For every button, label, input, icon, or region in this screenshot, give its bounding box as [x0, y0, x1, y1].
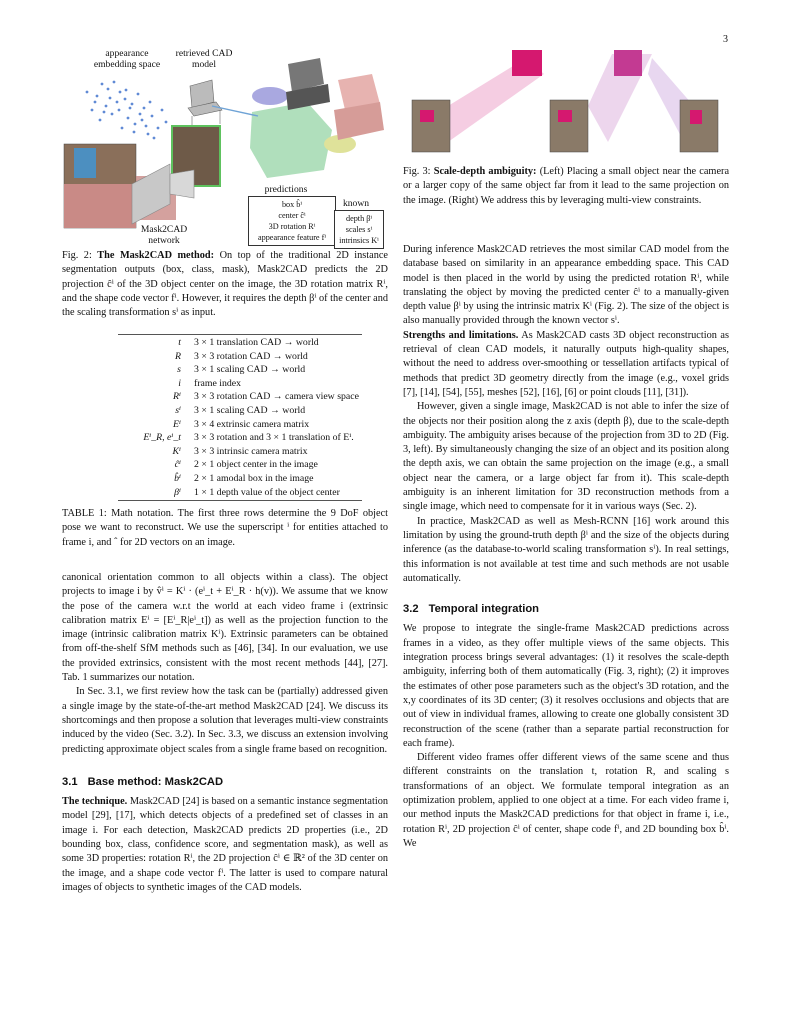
- right-paragraph-4: In practice, Mask2CAD as well as Mesh-RCNN [16] work around this limitation by using the ground-truth depth βⁱ and the size of the objects during inference (as the database-to-world scaling transformation sⁱ). In real settings, this information is not available at test time and such methods are not usable automatically.: [403, 515, 729, 584]
- notation-symbol: Kⁱ: [172, 445, 181, 457]
- notation-row: [118, 472, 362, 486]
- notation-row: [118, 363, 362, 377]
- notation-row: [118, 458, 362, 472]
- notation-symbol: sⁱ: [175, 404, 181, 416]
- notation-row: [118, 486, 362, 501]
- notation-description: 2 × 1 object center in the image: [194, 459, 318, 471]
- notation-row: [118, 350, 362, 364]
- technique-lead: The technique.: [62, 796, 128, 808]
- figure-3-caption: [403, 165, 729, 208]
- notation-symbol: ĉⁱ: [174, 459, 181, 471]
- fig3-caption-label: Fig. 3:: [403, 166, 431, 177]
- notation-row: [118, 418, 362, 432]
- left-paragraph-1: canonical orientation common to all objects within a class). The object projects to image i by v̂ⁱ = Kⁱ · (eⁱ_t + Eⁱ_R · h(v)). We assume that we know the pose of the camera w.r.t the world at each video frame i (extrinsic calibration matrix Eⁱ = [Eⁱ_R|eⁱ_t]) as well as the projection function to the image (intrinsic calibration matrix Kⁱ). Extrinsic parameters can be obtained from off-the-shelf SfM methods such as [46], [34]. In our evaluation, we use the provided extrinsics, consistent with the most recent methods [44], [27]. Tab. 1 summarizes our notation.: [62, 572, 388, 684]
- notation-description: 1 × 1 depth value of the object center: [184, 486, 362, 501]
- notation-row: [118, 404, 362, 418]
- figure-3-illustration: [408, 44, 728, 162]
- label-known: known: [342, 198, 370, 209]
- table1-caption-text: Math notation. The first three rows determine the 9 DoF object pose we want to reconstruct. We use the superscript ⁱ for entities attached to frame i, and ˆ for 2D vectors on an image.: [62, 508, 389, 548]
- right-paragraph-1: During inference Mask2CAD retrieves the most similar CAD model from the database based on similarity in an appearance embedding space. This CAD model is then placed in the world by using the predicted rotation Rⁱ, while translating the object by moving the predicted center ĉⁱ to a manually-given depth value βⁱ by using the intrinsic matrix Kⁱ (Fig. 2). The size of the object is also manually provided through the known vector sⁱ.: [403, 244, 729, 327]
- notation-description: 3 × 4 extrinsic camera matrix: [194, 418, 310, 430]
- fig2-caption-title: The Mask2CAD method:: [97, 250, 215, 261]
- notation-row: [118, 377, 362, 391]
- section-3-2-number: 3.2: [403, 603, 419, 616]
- known-box: [334, 210, 384, 249]
- right-paragraph-3: However, given a single image, Mask2CAD is not able to infer the size of the objects nor their position along the z axis (depth β), due to the scale-depth ambiguity. The ambiguity arises because of the projection from 3D to 2D (Fig. 3, left). By simultaneously changing the size of an object and its position along the depth axis, we can obtain the same projection on the image (e.g., a small object near the camera, or a large object far from it). This scale-depth ambiguity is an inherent limitation for 3D reconstruction methods from a single image, which need to compensate for it in various ways (Sec. 2).: [403, 401, 729, 513]
- notation-symbol: Rⁱ: [173, 391, 181, 403]
- left-paragraph-3: Mask2CAD [24] is based on a semantic instance segmentation model [29], [17], which detects objects of a predefined set of classes in an image i. For each detection, Mask2CAD predicts 2D properties (i.e., 2D bounding box, class, confidence score, and segmentation mask), as well as some 3D properties: rotation Rⁱ, the 2D projection ĉⁱ ∈ ℝ² of the 3D center on the image, and a shape code vector fⁱ. The latter is used to compare natural images of objects to synthetic images of the CAD models.: [62, 796, 388, 893]
- fig2-caption-label: Fig. 2:: [62, 250, 92, 261]
- pred-appearance: appearance feature fⁱ: [257, 233, 326, 242]
- notation-row: [118, 445, 362, 459]
- notation-description: 3 × 1 scaling CAD → world: [194, 364, 306, 376]
- notation-table-wrap: [62, 334, 388, 501]
- notation-description: 3 × 3 rotation CAD → world: [194, 350, 308, 362]
- pred-center: center ĉⁱ: [278, 211, 306, 220]
- strengths-lead: Strengths and limitations.: [403, 329, 519, 341]
- section-3-1-heading: [62, 775, 388, 789]
- notation-row: [118, 335, 362, 350]
- page-number: 3: [723, 34, 728, 45]
- section-3-1-number: 3.1: [62, 775, 78, 788]
- notation-description: 3 × 3 intrinsic camera matrix: [194, 445, 308, 457]
- notation-symbol: b̂ⁱ: [174, 472, 181, 484]
- right-paragraph-5: We propose to integrate the single-frame Mask2CAD predictions across frames in a video, as they offer multiple views of the same objects. This integration process brings several advantages: (1) it resolves the scale-depth ambiguity, inferring both of them automatically (Fig. 3, right); (2) it improves the estimates of other pose parameters such as the object's 3D rotation, and the x,y coordinates of its 3D center; (3) it resolves occlusions and objects that are out of view in individual frames, allowing to create one globally consistent 3D reconstruction of the scene (rather than a separate partial reconstruction for each frame).: [403, 623, 729, 749]
- pred-rotation: 3D rotation Rⁱ: [268, 222, 316, 231]
- notation-symbol: R: [175, 350, 181, 362]
- notation-description: 3 × 1 translation CAD → world: [184, 335, 362, 350]
- figure-2-caption: [62, 249, 388, 320]
- fig3-caption-title: Scale-depth ambiguity:: [433, 166, 537, 177]
- known-depth: depth βⁱ: [345, 214, 373, 223]
- left-paragraph-2: In Sec. 3.1, we first review how the task can be (partially) addressed given a single image by the state-of-the-art method Mask2CAD [24]. We discuss its shortcomings and then propose a solution that leverages multi-view constraints induced by the video (Sec. 3.2). In Sec. 3.3, we discuss an extension involving predicting approximate object scales from a single frame based on recognition.: [62, 686, 388, 755]
- right-body: [403, 243, 729, 851]
- right-paragraph-2: As Mask2CAD casts 3D object reconstruction as retrieval of clean CAD models, it naturally outputs high-quality shapes, without the need to address over-smoothing or tessellation artifacts typical of methods that predict 3D geometry directly from the image (e.g., voxel grids [7], [14], [54], [55], meshes [52], [16], [6] or point clouds [11], [31]).: [403, 329, 729, 398]
- blue-disk: [252, 87, 288, 105]
- table-1-caption: [62, 507, 388, 550]
- section-3-2-title: Temporal integration: [428, 603, 539, 616]
- notation-description: 2 × 1 amodal box in the image: [194, 472, 314, 484]
- notation-symbol: t: [118, 335, 184, 350]
- known-scales: scales sⁱ: [345, 225, 373, 234]
- left-body: [62, 571, 388, 895]
- right-paragraph-6: Different video frames offer different views of the same scene and thus different constraints on the translation t, rotation R, and scaling s transformations of an object. We formulate temporal integration as an optimization problem, applied to one object at a time. For each video frame i, our method inputs the Mask2CAD predictions for that object in frame i, i.e., rotation Rⁱ, 2D projection ĉⁱ of center, shape code fⁱ, and 2D bounding box b̂ⁱ. We: [403, 752, 729, 849]
- notation-symbol: Eⁱ_R, eⁱ_t: [143, 432, 181, 444]
- notation-table: [118, 334, 362, 501]
- notation-description: frame index: [194, 377, 242, 389]
- notation-symbol: βⁱ: [118, 486, 184, 501]
- notation-row: [118, 431, 362, 445]
- label-mask2cad-network: Mask2CAD network: [140, 224, 188, 246]
- label-appearance-space: appearance embedding space: [93, 48, 161, 70]
- embedding-scatter: [86, 81, 168, 140]
- retrieved-chair: [188, 80, 222, 130]
- notation-description: 3 × 1 scaling CAD → world: [194, 404, 306, 416]
- pred-box: box b̂ⁱ: [281, 200, 303, 209]
- table1-caption-label: TABLE 1:: [62, 508, 107, 519]
- green-box: [250, 102, 332, 178]
- figure-3: [408, 44, 728, 162]
- known-intrinsics: intrinsics Kⁱ: [339, 236, 379, 245]
- predictions-box: [248, 196, 336, 246]
- figure-2: [62, 44, 392, 249]
- label-retrieved-cad: retrieved CAD model: [175, 48, 233, 70]
- section-3-2-heading: [403, 602, 729, 616]
- fig3-caption-text: (Left) Placing a small object near the camera or a larger copy of the same object far from it lead to the same projection on the image. (Right) We address this by leveraging multi-view constraints.: [403, 166, 730, 206]
- fig2-caption-text: On top of the traditional 2D instance segmentation outputs (box, class, mask), Mask2CAD predicts the 2D projection ĉⁱ of the 3D object center on the image, the 3D rotation matrix Rⁱ, and the shape code vector fⁱ. However, it requires the depth βⁱ of the center and the scaling transformation sⁱ as input.: [62, 250, 388, 319]
- notation-symbol: i: [178, 377, 181, 389]
- label-predictions: predictions: [264, 184, 308, 195]
- notation-description: 3 × 3 rotation and 3 × 1 translation of Eⁱ.: [194, 432, 354, 444]
- notation-description: 3 × 3 rotation CAD → camera view space: [194, 391, 359, 403]
- section-3-1-title: Base method: Mask2CAD: [87, 775, 224, 788]
- notation-symbol: Eⁱ: [173, 418, 181, 430]
- notation-symbol: s: [177, 364, 181, 376]
- notation-row: [118, 390, 362, 404]
